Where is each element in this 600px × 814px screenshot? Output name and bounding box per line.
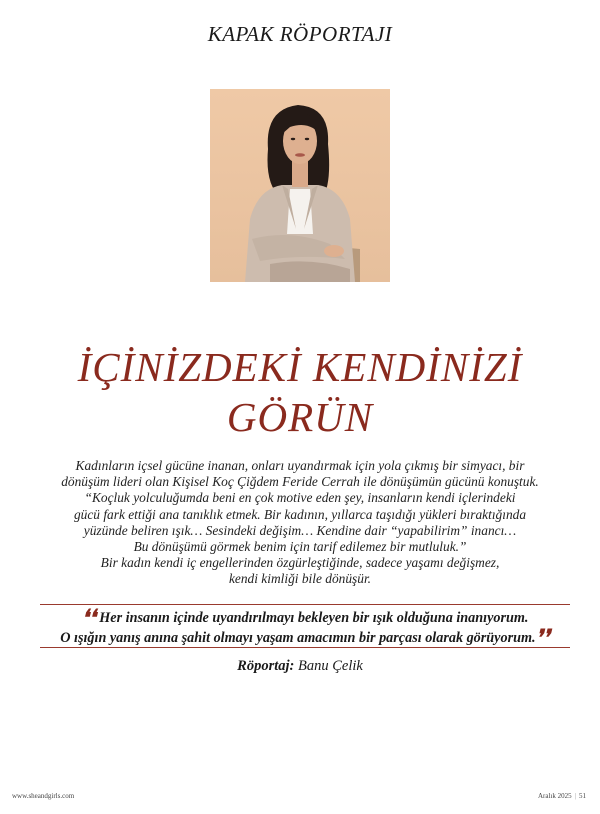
headline-line-2: GÖRÜN — [226, 394, 374, 440]
pull-quote-line-1 — [40, 605, 570, 630]
portrait-illustration — [210, 89, 390, 282]
byline — [0, 658, 600, 675]
intro-line: “Koçluk yolculuğumda beni en çok motive eden şey, insanların kendi içlerindeki — [84, 490, 516, 506]
intro-line: kendi kimliği bile dönüşür. — [228, 571, 372, 587]
intro-line: Kadınların içsel gücüne inanan, onları uyandırmak için yola çıkmış bir simyacı, bir — [75, 458, 525, 473]
intro-line: Bu dönüşümü görmek benim için tarif edilemez bir mutluluk.” — [133, 539, 467, 555]
footer-issue-date: Aralık 2025 — [537, 792, 572, 800]
pull-quote-line-2 — [40, 625, 570, 650]
footer-page-number: 51 — [579, 792, 586, 800]
intro-paragraph — [40, 458, 560, 588]
byline-name: Banu Çelik — [297, 658, 363, 674]
section-title: KAPAK RÖPORTAJI — [207, 22, 393, 46]
intro-line: gücü fark ettiği ana tanıklık etmek. Bir kadının, yıllarca taşıdığı yükleri bıraktığında — [73, 506, 527, 522]
headline-line-1: İÇİNİZDEKİ KENDİNİZİ — [77, 344, 523, 390]
open-quote-icon: ❛❛ — [81, 605, 96, 630]
intro-line: Bir kadın kendi iç engellerinden özgürleştiğinde, sadece yaşamı değişmez, — [100, 555, 500, 571]
intro-line: dönüşüm lideri olan Kişisel Koç Çiğdem Feride Cerrah ile dönüşümün gücünü konuştuk. — [61, 474, 539, 490]
pull-quote — [40, 605, 570, 650]
footer-issue-info — [538, 792, 586, 800]
byline-label: Röportaj: — [237, 658, 295, 674]
cover-portrait-photo — [210, 89, 390, 282]
footer-website: www.sheandgirls.com — [12, 792, 75, 800]
quote-top-divider — [40, 604, 570, 605]
intro-line: yüzünde beliren ışık… Sesindeki değişim… Kendine dair “yapabilirim” inancı… — [83, 522, 517, 538]
footer-separator: | — [574, 792, 576, 800]
quote-bottom-divider — [40, 647, 570, 648]
close-quote-icon: ❜❜ — [535, 625, 550, 650]
pull-quote-text-1: Her insanın içinde uyandırılmayı bekleyen bir ışık olduğuna inanıyorum. — [99, 610, 529, 626]
pull-quote-text-2: O ışığın yanış anına şahit olmayı yaşam amacımın bir parçası olarak görüyorum. — [60, 630, 536, 646]
